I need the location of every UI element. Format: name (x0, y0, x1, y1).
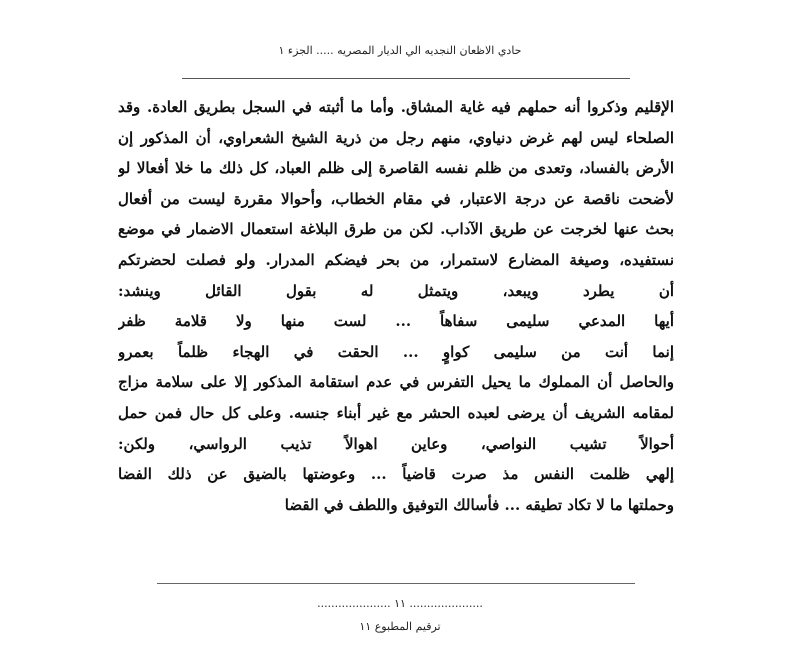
print-page-number: ترقيم المطبوع ١١ (359, 620, 441, 633)
text-line: والحاصل أن المملوك ما يحيل التفرس في عدم استقامة المذكور إلا على سلامة مزاج (118, 373, 674, 392)
running-header: حادي الاظعان النجديه الي الديار المصريه ..... الجزء ١ (278, 44, 522, 57)
verse-line: أيها المدعي سليمى سفاهاً ... لست منها ولا قلامة ظفر (118, 312, 674, 331)
text-line: نستفيده، وصيغة المضارع لاستمرار، من بحر فيضكم المدرار. ولو فصلت لحضرتكم (118, 250, 674, 269)
footer-divider (157, 583, 635, 584)
page-number: ..................... ١١ ..................... (317, 597, 483, 610)
verse-intro-line: أحوالاً تشيب النواصي، وعاين اهوالاً تذيب الرواسي، ولكن: (118, 434, 674, 453)
text-line: بحث عنها لخرجت عن طريق الآداب. لكن من طرق البلاغة استعمال الاضمار في موضع (118, 220, 674, 239)
text-line: لأضحت ناقصة عن درجة الاعتبار، في مقام الخطاب، وأحوالا مقررة ليست من أفعال (118, 189, 674, 208)
verse-intro-line: أن يطرد ويبعد، ويتمثل له بقول القائل وينشد: (118, 281, 674, 300)
text-line: لمقامه الشريف أن يرضى لعبده الحشر مع غير أبناء جنسه. وعلى كل حال فمن حمل (118, 403, 674, 422)
verse-line: إلهي ظلمت النفس مذ صرت قاضياً ... وعوضتها بالضيق عن ذلك الفضا (118, 465, 674, 484)
body-text (118, 92, 674, 520)
verse-line: وحملتها ما لا تكاد تطيقه ... فأسالك التوفيق واللطف في القضا (284, 495, 674, 514)
text-line: الصلحاء ليس لهم غرض دنياوي، منهم رجل من ذرية الشيخ الشعراوي، أن المذكور إن (118, 128, 674, 147)
text-line: الإقليم وذكروا أنه حملهم فيه غاية المشاق. وأما ما أثبته في السجل بطريق العادة. وقد (118, 98, 674, 116)
text-line: الأرض بالفساد، وتعدى من ظلم نفسه القاصرة إلى ظلم العباد، كل ذلك ما خلا أفعالا لو (118, 159, 674, 178)
verse-line: إنما أنت من سليمى كواوٍ ... الحقت في الهجاء ظلماً بعمرو (118, 342, 674, 361)
header-divider (182, 78, 630, 79)
